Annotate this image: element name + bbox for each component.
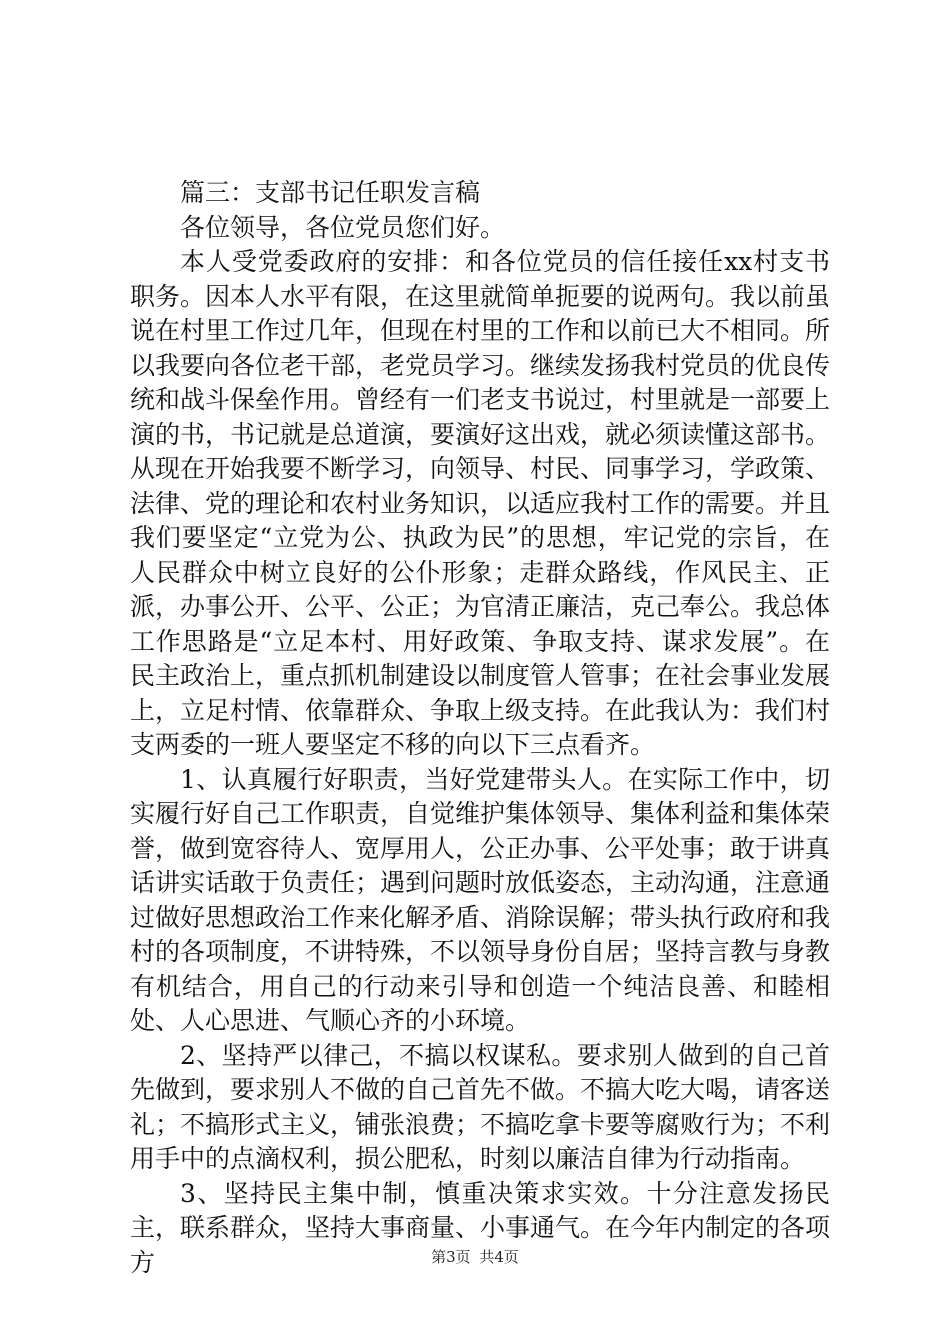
page-total: 共4页 bbox=[479, 1248, 519, 1266]
paragraph-point-3: 3、坚持民主集中制，慎重决策求实效。十分注意发扬民主，联系群众，坚持大事商量、小事通气。在今年内制定的各项方 bbox=[130, 1178, 831, 1277]
paragraph-point-1: 1、认真履行好职责，当好党建带头人。在实际工作中，切实履行好自己工作职责，自觉维护集体领导、集体利益和集体荣誉，做到宽容待人、宽厚用人，公正办事、公平处事；敢于讲真话讲实话敢于负责任；遇到问题时放低姿态，主动沟通，注意通过做好思想政治工作来化解矛盾、消除误解；带头执行政府和我村的各项制度，不讲特殊，不以领导身份自居；坚持言教与身教有机结合，用自己的行动来引导和创造一个纯洁良善、和睦相处、人心思进、气顺心齐的小环境。 bbox=[130, 764, 831, 1035]
document-body bbox=[130, 176, 830, 1280]
section-title: 篇三：支部书记任职发言稿 bbox=[180, 178, 481, 207]
paragraph-point-2: 2、坚持严以律己，不搞以权谋私。要求别人做到的自己首先做到，要求别人不做的自己首先不做。不搞大吃大喝，请客送礼；不搞形式主义，铺张浪费；不搞吃拿卡要等腐败行为；不利用手中的点滴权利，损公肥私，时刻以廉洁自律为行动指南。 bbox=[130, 1040, 831, 1173]
paragraph-intro: 本人受党委政府的安排：和各位党员的信任接任xx村支书职务。因本人水平有限，在这里就简单扼要的说两句。我以前虽说在村里工作过几年，但现在村里的工作和以前已大不相同。所以我要向各位老干部，老党员学习。继续发扬我村党员的优良传统和战斗保垒作用。曾经有一们老支书说过，村里就是一部要上演的书，书记就是总道演，要演好这出戏，就必须读懂这部书。从现在开始我要不断学习，向领导、村民、同事学习，学政策、法律、党的理论和农村业务知识，以适应我村工作的需要。并且我们要坚定“立党为公、执政为民”的思想，牢记党的宗旨，在人民群众中树立良好的公仆形象；走群众路线，作风民主、正派，办事公开、公平、公正；为官清正廉洁，克己奉公。我总体工作思路是“立足本村、用好政策、争取支持、谋求发展”。在民主政治上，重点抓机制建设以制度管人管事；在社会事业发展上，立足村情、依靠群众、争取上级支持。在此我认为：我们村支两委的一班人要坚定不移的向以下三点看齐。 bbox=[130, 247, 831, 759]
page-footer bbox=[0, 1247, 950, 1267]
greeting: 各位领导，各位党员您们好。 bbox=[180, 212, 506, 242]
page-number: 第3页 bbox=[431, 1248, 471, 1266]
